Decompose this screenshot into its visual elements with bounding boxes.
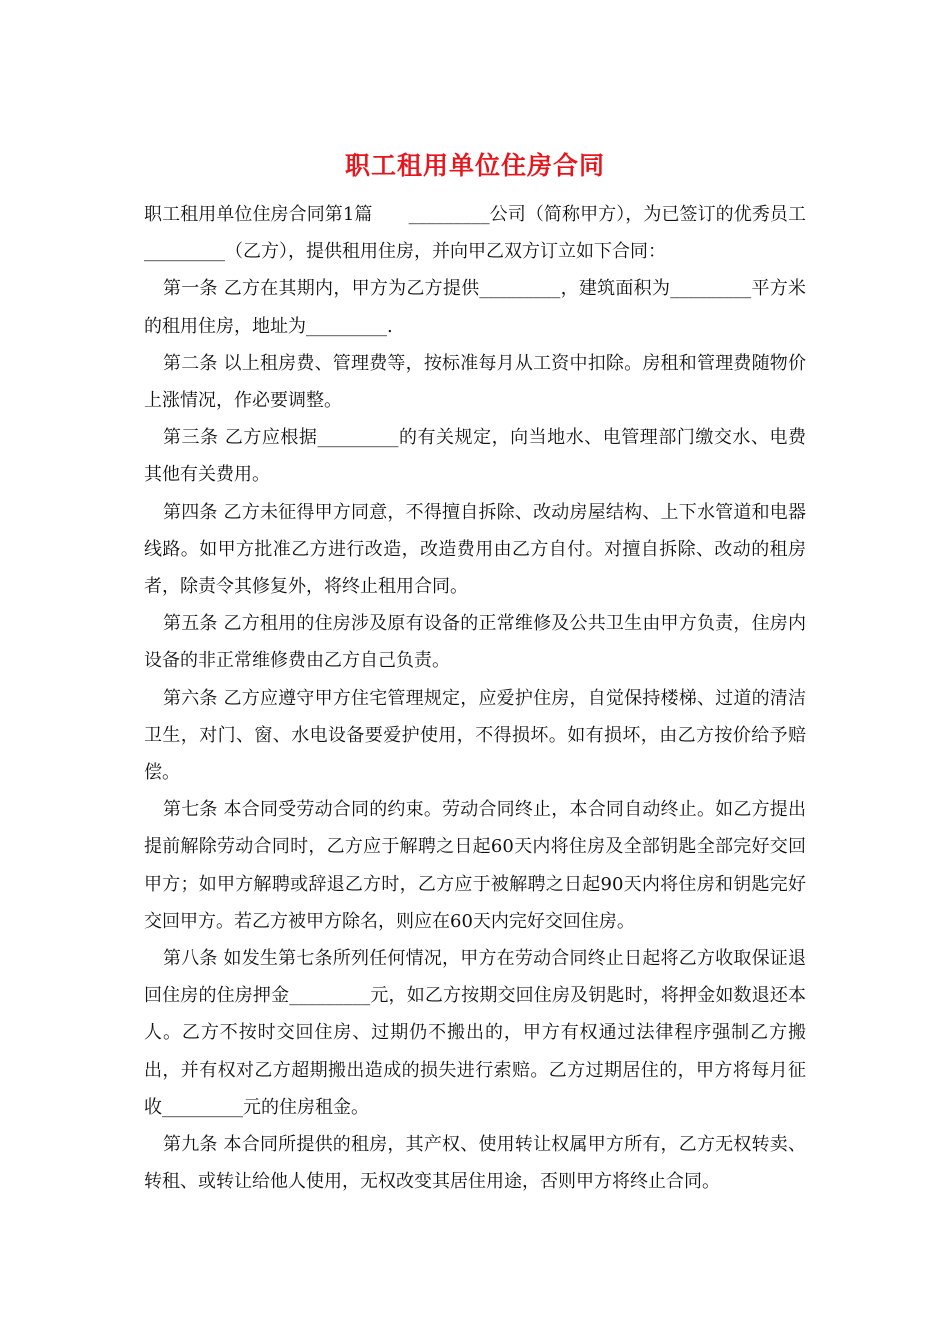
article-3: 第三条 乙方应根据_________的有关规定，向当地水、电管理部门缴交水、电费其他有关费用。 bbox=[144, 427, 806, 486]
article-7: 第七条 本合同受劳动合同的约束。劳动合同终止，本合同自动终止。如乙方提出提前解除劳动合同时，乙方应于解聘之日起60天内将住房及全部钥匙全部完好交回甲方；如甲方解聘或辞退乙方时，乙方应于被解聘之日起90天内将住房和钥匙完好交回甲方。若乙方被甲方除名，则应在60天内完好交回住房。 bbox=[144, 799, 806, 932]
article-2: 第二条 以上租房费、管理费等，按标准每月从工资中扣除。房租和管理费随物价上涨情况，作必要调整。 bbox=[144, 352, 806, 412]
article-8: 第八条 如发生第七条所列任何情况，甲方在劳动合同终止日起将乙方收取保证退回住房的住房押金_________元，如乙方按期交回住房及钥匙时，将押金如数退还本人。乙方不按时交回住房、过期仍不搬出的，甲方有权通过法律程序强制乙方搬出，并有权对乙方超期搬出造成的损失进行索赔。乙方过期居住的，甲方将每月征收_________元的住房租金。 bbox=[144, 948, 806, 1118]
article-6: 第六条 乙方应遵守甲方住宅管理规定，应爱护住房，自觉保持楼梯、过道的清洁卫生，对门、窗、水电设备要爱护使用，不得损坏。如有损坏，由乙方按价给予赔偿。 bbox=[144, 687, 806, 784]
article-5: 第五条 乙方租用的住房涉及原有设备的正常维修及公共卫生由甲方负责，住房内设备的非正常维修费由乙方自己负责。 bbox=[144, 613, 806, 672]
article-9: 第九条 本合同所提供的租房，其产权、使用转让权属甲方所有，乙方无权转卖、转租、或转让给他人使用，无权改变其居住用途，否则甲方将终止合同。 bbox=[144, 1134, 806, 1193]
document-title: 职工租用单位住房合同 bbox=[344, 151, 605, 180]
article-1: 第一条 乙方在其期内，甲方为乙方提供_________，建筑面积为_________平方米的租用住房，地址为_________. bbox=[144, 278, 806, 337]
document-body bbox=[144, 196, 806, 1200]
intro-paragraph: 职工租用单位住房合同第1篇 _________公司（简称甲方），为已签订的优秀员工_________（乙方），提供租用住房，并向甲乙双方订立如下合同： bbox=[144, 204, 806, 263]
article-4: 第四条 乙方未征得甲方同意，不得擅自拆除、改动房屋结构、上下水管道和电器线路。如甲方批准乙方进行改造，改造费用由乙方自付。对擅自拆除、改动的租房者，除责令其修复外，将终止租用合同。 bbox=[144, 501, 806, 598]
